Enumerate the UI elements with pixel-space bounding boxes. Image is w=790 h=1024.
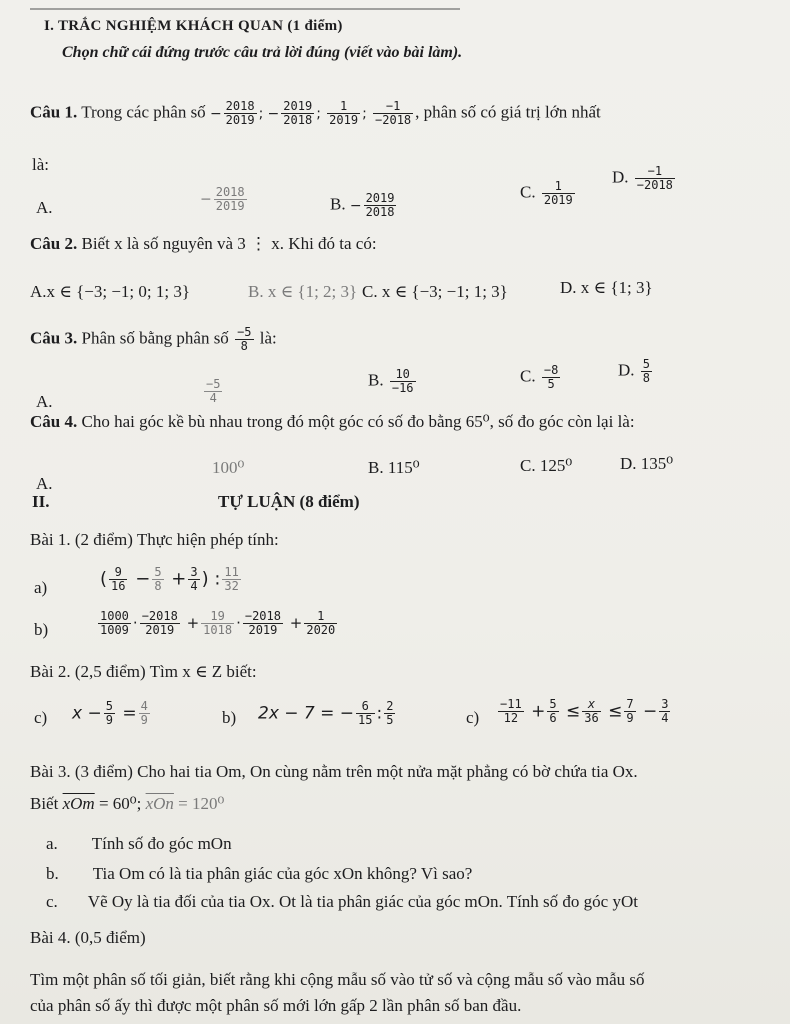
- question-1: [30, 100, 601, 127]
- bai4-line-1: Tìm một phân số tối giản, biết rằng khi cộng mẫu số vào tử số và cộng mẫu số vào mẫu số: [30, 970, 645, 989]
- q1-frac-3: $\frac{1}{2019}$ ;: [329, 99, 367, 127]
- q4-option-a: 100⁰: [212, 458, 245, 477]
- bai1-b-expression: $\frac{1000}{1009}$ · $\frac{-2018}{2019}$ + $\frac{19}{1018}$ · $\frac{-2018}{2019}$ + $\frac{1}{2020}$: [100, 609, 336, 637]
- bai3-given: Biết $\overline{xOm} = 60^0$; $\overline{xOn} = 120^0$: [30, 794, 225, 813]
- q1-text-a: Trong các phân số: [81, 102, 206, 122]
- q1-frac-4: $\frac{-1}{-2018}$: [375, 99, 412, 127]
- q4-option-c: C. 125⁰: [520, 456, 573, 475]
- bai3-item-b: b. Tia Om có là tia phân giác của góc xOn không? Vì sao?: [46, 864, 473, 883]
- bai3-item-c: c. Vẽ Oy là tia đối của tia Ox. Ot là tia phân giác của góc mOn. Tính số đo góc yOt: [46, 892, 638, 911]
- q1-frac-1: − $\frac{2018}{2019}$ ;: [209, 99, 264, 127]
- question-3: Câu 3. Phân số bằng phân số $\frac{-5}{8}$ là:: [30, 325, 277, 353]
- bai3-title: Bài 3. (3 điểm) Cho hai tia Om, On cùng nằm trên một nửa mặt phẳng có bờ chứa tia Ox.: [30, 762, 638, 781]
- q1-option-b: B. − $\frac{2019}{2018}$: [330, 191, 395, 219]
- q1-option-a: − $\frac{2018}{2019}$: [200, 185, 245, 213]
- part2-title: TỰ LUẬN (8 điểm): [218, 492, 360, 511]
- bai2-c1-label: c): [34, 708, 48, 727]
- q3-option-d: D. $\frac{5}{8}$: [618, 357, 651, 385]
- bai1-a-label: a): [34, 578, 48, 597]
- bai2-b-expression: 2x − 7 = − $\frac{6}{15}$ : $\frac{2}{5}$: [258, 699, 394, 727]
- top-rule: [30, 8, 460, 10]
- q1-frac-2: − $\frac{2019}{2018}$ ;: [267, 99, 321, 127]
- bai2-b-label: b): [222, 708, 237, 727]
- bai1-b-label: b): [34, 620, 49, 639]
- bai2-c2-expression: $\frac{-11}{12}$ + $\frac{5}{6}$ ≤ $\frac{x}{36}$ ≤ $\frac{7}{9}$ − $\frac{3}{4}$: [500, 697, 669, 725]
- q2-option-d: D. x ∈ {1; 3}: [560, 278, 653, 297]
- q4-option-a-label: A.: [36, 474, 53, 493]
- q2-option-b: B. x ∈ {1; 2; 3}: [248, 282, 358, 301]
- q1-text-b: , phân số có giá trị lớn nhất: [415, 102, 601, 122]
- bai2-title: Bài 2. (2,5 điểm) Tìm x ∈ Z biết:: [30, 662, 257, 681]
- q1-option-d: D. $\frac{-1}{-2018}$: [612, 164, 673, 192]
- q4-option-d: D. 135⁰: [620, 454, 674, 473]
- q1-prefix: Câu 1.: [30, 102, 78, 122]
- q1-option-c: C. $\frac{1}{2019}$: [520, 179, 573, 207]
- q2-option-c: C. x ∈ {−3; −1; 1; 3}: [362, 282, 508, 301]
- bai4-line-2: của phân số ấy thì được một phân số mới lớn gấp 2 lần phân số ban đầu.: [30, 996, 522, 1015]
- q2-option-a: A.x ∈ {−3; −1; 0; 1; 3}: [30, 282, 190, 301]
- q3-option-a-label: A.: [36, 392, 53, 411]
- question-2: Câu 2. Biết x là số nguyên và 3 ⋮ x. Khi đó ta có:: [30, 234, 377, 253]
- bai1-a-expression: ( $\frac{9}{16}$ − $\frac{5}{8}$ + $\frac{3}{4}$ ) : $\frac{11}{32}$: [100, 565, 239, 593]
- part2-label: II.: [32, 492, 50, 511]
- q4-option-b: B. 115⁰: [368, 458, 420, 477]
- q3-option-c: C. $\frac{-8}{5}$: [520, 363, 559, 391]
- bai3-item-a: a. Tính số đo góc mOn: [46, 834, 232, 853]
- q3-option-b: B. $\frac{10}{-16}$: [368, 367, 414, 395]
- bai4-title: Bài 4. (0,5 điểm): [30, 928, 146, 947]
- bai1-title: Bài 1. (2 điểm) Thực hiện phép tính:: [30, 530, 279, 549]
- section-title: I. TRẮC NGHIỆM KHÁCH QUAN (1 điểm): [44, 18, 343, 34]
- q1-option-a-label: A.: [36, 198, 53, 217]
- question-4: Câu 4. Cho hai góc kề bù nhau trong đó một góc có số đo bằng 65⁰, số đo góc còn lại là:: [30, 412, 635, 431]
- bai2-c1-expression: x − $\frac{5}{9}$ = $\frac{4}{9}$: [72, 699, 148, 727]
- instruction: Chọn chữ cái đứng trước câu trả lời đúng (viết vào bài làm).: [62, 44, 463, 61]
- bai2-c2-label: c): [466, 708, 480, 727]
- q3-option-a: $\frac{-5}{4}$: [206, 377, 221, 405]
- q1-text-c: là:: [32, 155, 49, 174]
